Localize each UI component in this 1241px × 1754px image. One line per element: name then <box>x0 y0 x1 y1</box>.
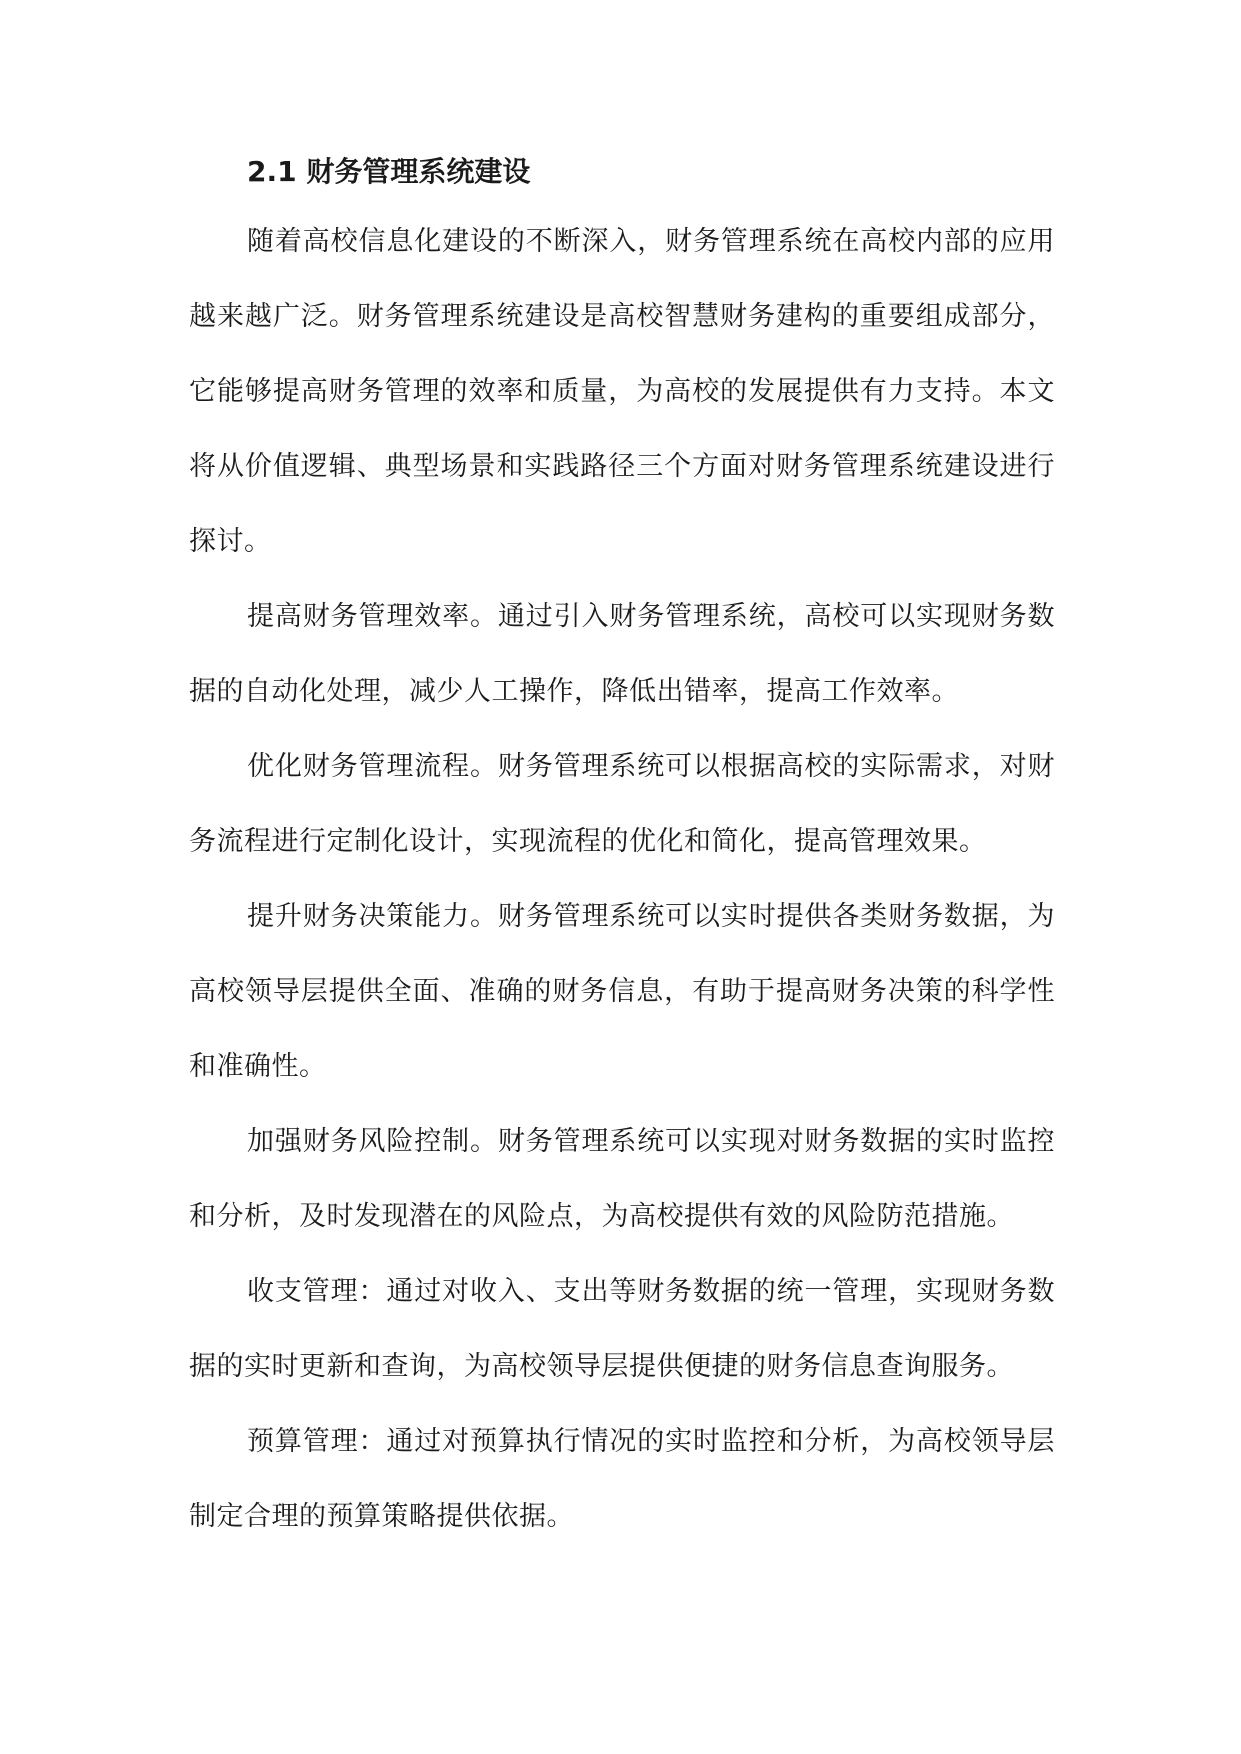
paragraph-efficiency: 提高财务管理效率。通过引入财务管理系统，高校可以实现财务数据的自动化处理，减少人工操作，降低出错率，提高工作效率。 <box>189 601 1055 707</box>
paragraph-process: 优化财务管理流程。财务管理系统可以根据高校的实际需求，对财务流程进行定制化设计，实现流程的优化和简化，提高管理效果。 <box>189 751 1055 857</box>
section-heading: 2.1 财务管理系统建设 <box>247 155 531 188</box>
paragraph-decision: 提升财务决策能力。财务管理系统可以实时提供各类财务数据，为高校领导层提供全面、准确的财务信息，有助于提高财务决策的科学性和准确性。 <box>189 901 1055 1082</box>
paragraph-intro: 随着高校信息化建设的不断深入，财务管理系统在高校内部的应用越来越广泛。财务管理系统建设是高校智慧财务建构的重要组成部分，它能够提高财务管理的效率和质量，为高校的发展提供有力支持。本文将从价值逻辑、典型场景和实践路径三个方面对财务管理系统建设进行探讨。 <box>189 226 1055 557</box>
paragraph-income-expense: 收支管理：通过对收入、支出等财务数据的统一管理，实现财务数据的实时更新和查询，为高校领导层提供便捷的财务信息查询服务。 <box>189 1276 1055 1382</box>
paragraph-budget: 预算管理：通过对预算执行情况的实时监控和分析，为高校领导层制定合理的预算策略提供依据。 <box>189 1426 1055 1532</box>
paragraph-risk: 加强财务风险控制。财务管理系统可以实现对财务数据的实时监控和分析，及时发现潜在的风险点，为高校提供有效的风险防范措施。 <box>189 1126 1055 1232</box>
document-body <box>189 140 1055 1554</box>
